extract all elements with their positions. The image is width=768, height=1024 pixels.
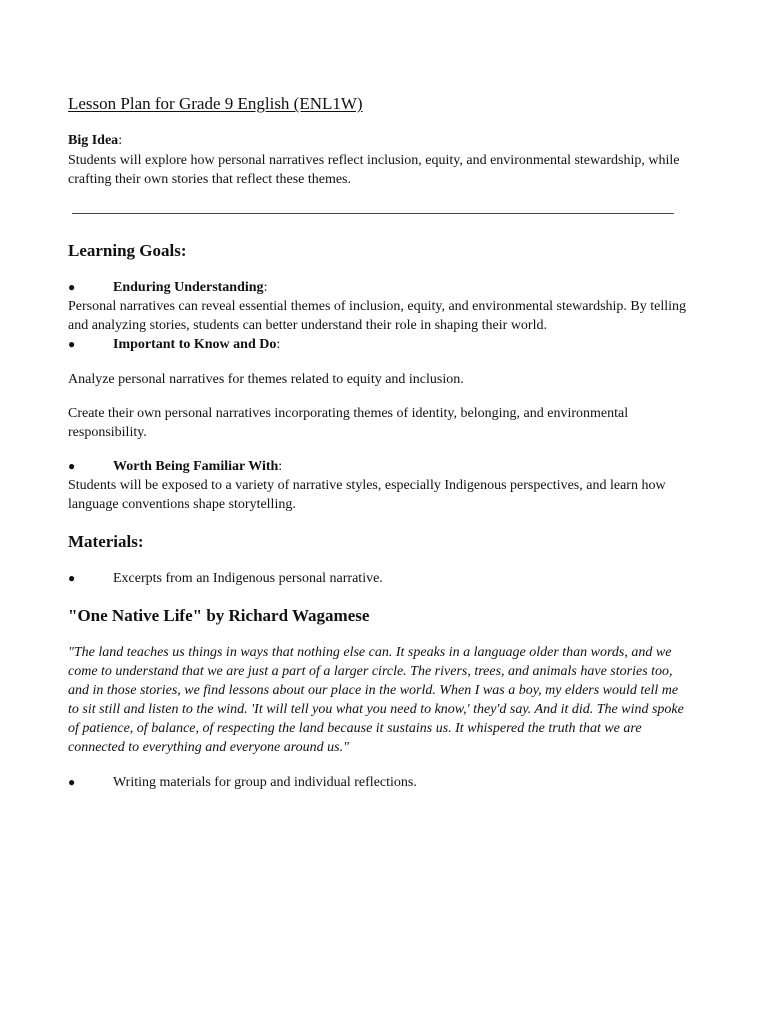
big-idea-label-line bbox=[68, 131, 688, 150]
big-idea-text: Students will explore how personal narratives reflect inclusion, equity, and environmental stewardship, while crafting their own stories that reflect these themes. bbox=[68, 153, 680, 187]
worth-familiar-colon: : bbox=[278, 459, 283, 474]
important-point-analyze: Analyze personal narratives for themes related to equity and inclusion. bbox=[68, 372, 464, 387]
important-to-know-item bbox=[68, 335, 280, 354]
worth-familiar-text: Students will be exposed to a variety of narrative styles, especially Indigenous perspectives, and learn how language conventions shape storytelling. bbox=[68, 478, 666, 512]
enduring-understanding-item bbox=[68, 278, 267, 297]
excerpt-title: "One Native Life" by Richard Wagamese bbox=[68, 606, 370, 625]
materials-item-writing bbox=[68, 773, 417, 792]
bullet-icon: ● bbox=[68, 280, 76, 294]
horizontal-divider bbox=[72, 213, 674, 214]
big-idea-colon: : bbox=[118, 133, 123, 148]
enduring-understanding-label: Enduring Understanding bbox=[113, 280, 264, 295]
materials-item-excerpts bbox=[68, 569, 383, 588]
learning-goals-heading: Learning Goals: bbox=[68, 241, 187, 260]
materials-item-writing-text: Writing materials for group and individual reflections. bbox=[113, 775, 417, 790]
enduring-understanding-colon: : bbox=[263, 280, 268, 295]
important-to-know-colon: : bbox=[276, 337, 281, 352]
materials-item-excerpts-text: Excerpts from an Indigenous personal narrative. bbox=[113, 571, 383, 586]
document-title: Lesson Plan for Grade 9 English (ENL1W) bbox=[68, 94, 363, 113]
bullet-icon: ● bbox=[68, 337, 76, 351]
bullet-icon: ● bbox=[68, 459, 76, 473]
important-point-create: Create their own personal narratives incorporating themes of identity, belonging, and environmental responsibility. bbox=[68, 406, 629, 440]
excerpt-quote: "The land teaches us things in ways that nothing else can. It speaks in a language older than words, and we come to understand that we are just a part of a larger circle. The rivers, trees, and animals have stories too, and in those stories, we find lessons about our place in the world. When I was a boy, my elders would tell me to sit still and listen to the wind. 'It will tell you what you need to know,' they'd say. And it did. The wind spoke of patience, of balance, of respecting the land because it sustains us. It whispered the truth that we are connected to everything and everyone around us." bbox=[68, 645, 684, 755]
worth-familiar-label: Worth Being Familiar With bbox=[113, 459, 279, 474]
bullet-icon: ● bbox=[68, 571, 76, 585]
important-to-know-label: Important to Know and Do bbox=[113, 337, 277, 352]
worth-familiar-item bbox=[68, 457, 282, 476]
materials-heading: Materials: bbox=[68, 532, 144, 551]
bullet-icon: ● bbox=[68, 775, 76, 789]
enduring-understanding-text: Personal narratives can reveal essential themes of inclusion, equity, and environmental stewardship. By telling and analyzing stories, students can better understand their role in shaping their world. bbox=[68, 299, 687, 333]
big-idea-label: Big Idea bbox=[68, 133, 119, 148]
